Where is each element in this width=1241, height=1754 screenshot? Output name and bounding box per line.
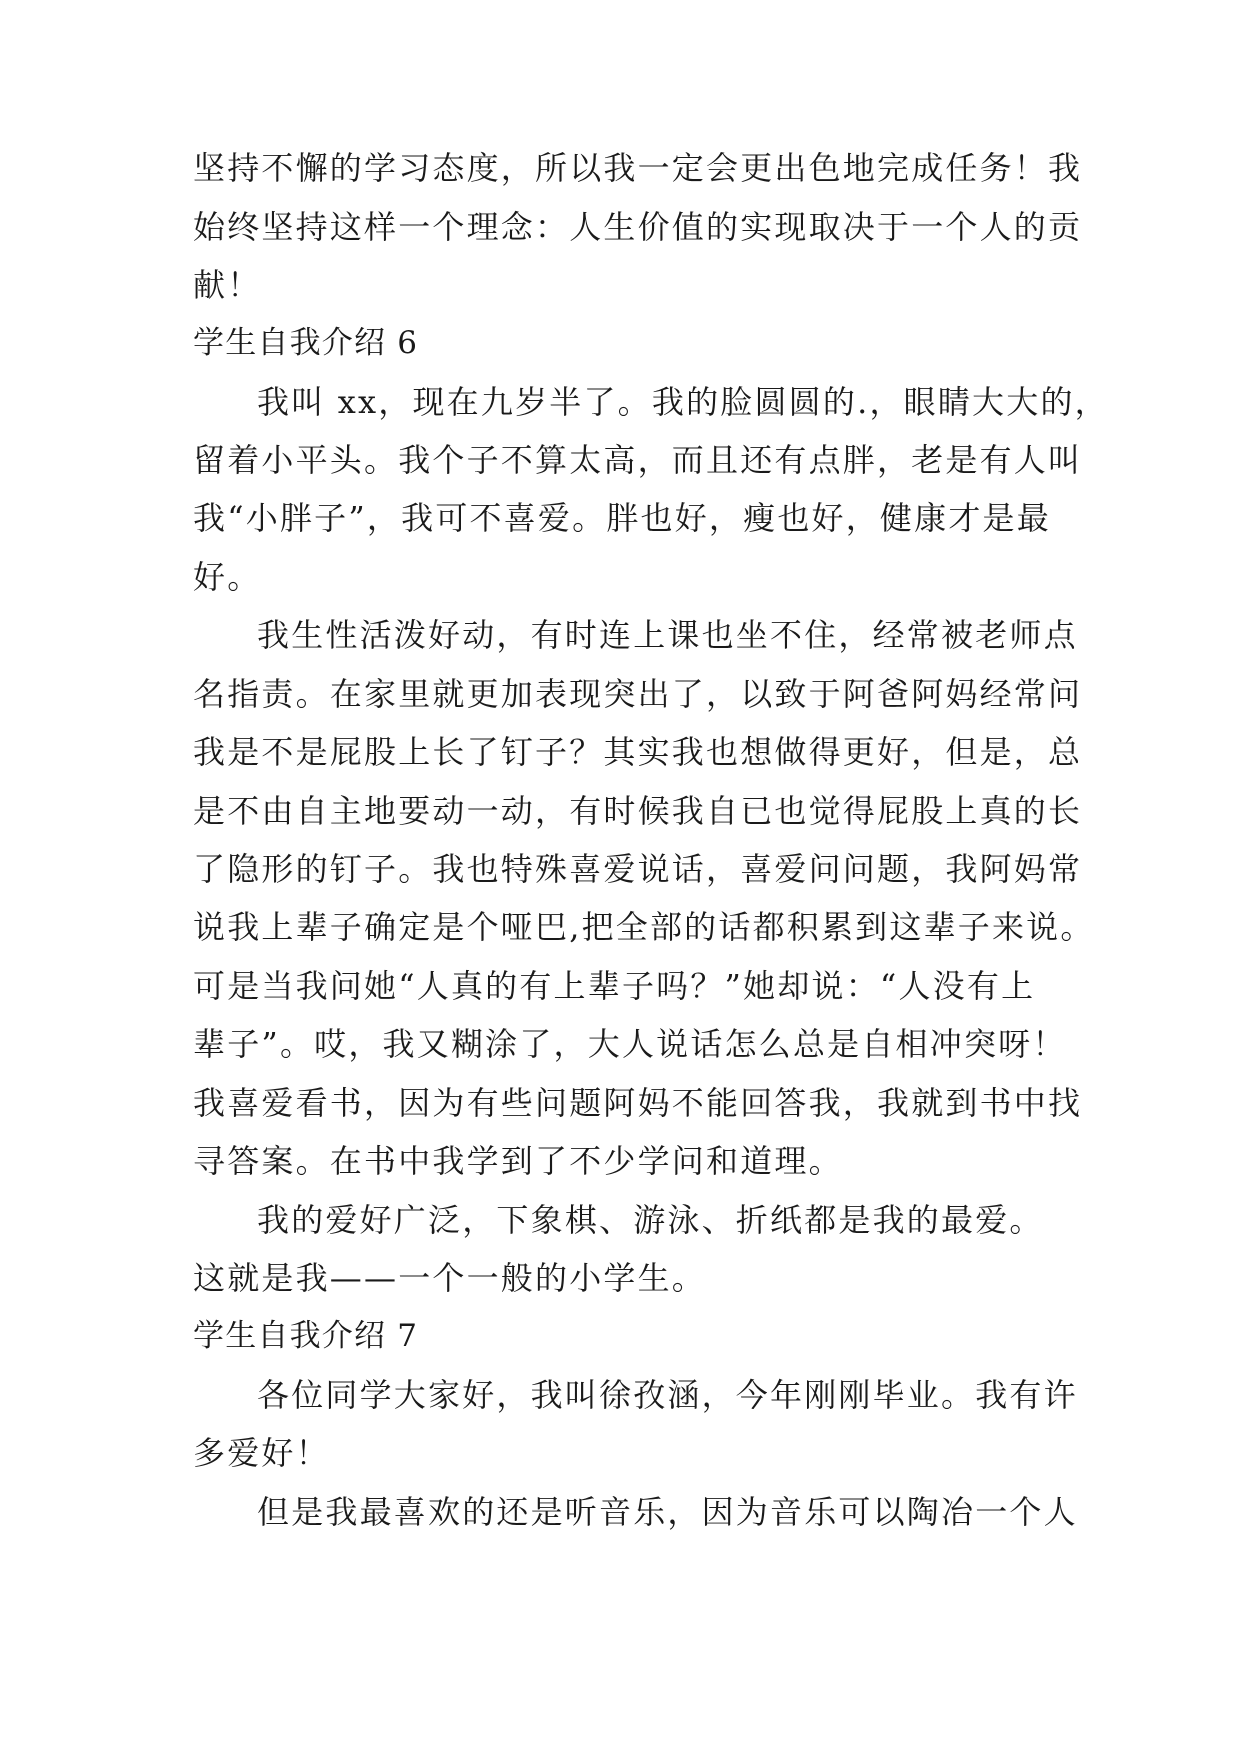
text-line: 献！: [193, 266, 262, 304]
text-line: 可是当我问她“人真的有上辈子吗？”她却说：“人没有上: [193, 967, 1036, 1005]
text-line: 始终坚持这样一个理念：人生价值的实现取决于一个人的贡: [193, 208, 1083, 246]
text-line: 寻答案。在书中我学到了不少学问和道理。: [193, 1142, 843, 1180]
text-line: 各位同学大家好，我叫徐孜涵，今年刚刚毕业。我有许: [257, 1376, 1078, 1414]
section-heading: 学生自我介绍 7: [193, 1318, 419, 1354]
text-line: 我“小胖子”，我可不喜爱。胖也好，瘦也好，健康才是最: [193, 499, 1051, 537]
text-line: 是不由自主地要动一动，有时候我自已也觉得屁股上真的长: [193, 792, 1083, 830]
text-line: 好。: [193, 558, 262, 596]
text-line: 说我上辈子确定是个哑巴,把全部的话都积累到这辈子来说。: [193, 908, 1095, 946]
text-line: 我生性活泼好动，有时连上课也坐不住，经常被老师点: [257, 616, 1078, 654]
text-line: 这就是我——一个一般的小学生。: [193, 1259, 707, 1297]
text-line: 我叫 xx，现在九岁半了。我的脸圆圆的.，眼睛大大的，: [257, 383, 1109, 421]
text-line: 我是不是屁股上长了钉子？其实我也想做得更好，但是，总: [193, 733, 1083, 771]
text-line: 辈子”。哎，我又糊涂了，大人说话怎么总是自相冲突呀！: [193, 1025, 1067, 1063]
text-line: 名指责。在家里就更加表现突出了，以致于阿爸阿妈经常问: [193, 675, 1083, 713]
text-line: 留着小平头。我个子不算太高，而且还有点胖，老是有人叫: [193, 441, 1083, 479]
text-line: 多爱好！: [193, 1434, 330, 1472]
text-line: 坚持不懈的学习态度，所以我一定会更出色地完成任务！我: [193, 149, 1083, 187]
text-line: 了隐形的钉子。我也特殊喜爱说话，喜爱问问题，我阿妈常: [193, 850, 1083, 888]
text-line: 我喜爱看书，因为有些问题阿妈不能回答我，我就到书中找: [193, 1084, 1083, 1122]
text-line: 我的爱好广泛，下象棋、游泳、折纸都是我的最爱。: [257, 1201, 1044, 1239]
section-heading: 学生自我介绍 6: [193, 325, 419, 361]
text-line: 但是我最喜欢的还是听音乐，因为音乐可以陶冶一个人: [257, 1493, 1078, 1531]
